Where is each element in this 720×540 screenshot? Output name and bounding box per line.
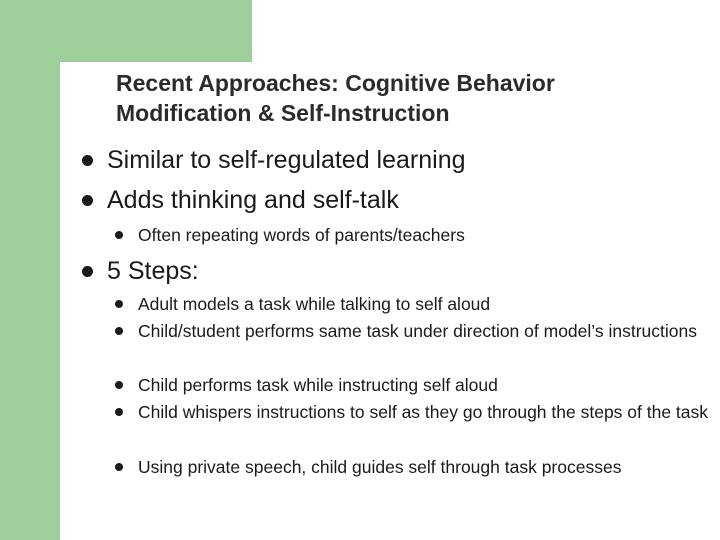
- bullet-item: [82, 256, 702, 286]
- bullet-dot-icon: [115, 327, 123, 335]
- bullet-dot-icon: [82, 155, 93, 166]
- bullet-text: Similar to self-regulated learning: [107, 146, 466, 174]
- slide-title-line-1: Recent Approaches: Cognitive Behavior: [116, 70, 555, 96]
- bullet-dot-icon: [115, 381, 123, 389]
- bullet-dot-icon: [115, 231, 123, 239]
- step-text: Child whispers instructions to self as they go through the steps of the task: [138, 402, 709, 422]
- sub-bullet-text: Often repeating words of parents/teachers: [138, 225, 465, 245]
- step-item: [115, 318, 715, 345]
- step-text: Adult models a task while talking to self aloud: [138, 294, 491, 314]
- bullet-text: 5 Steps:: [107, 257, 199, 285]
- bullet-dot-icon: [82, 195, 93, 206]
- step-text: Child performs task while instructing self aloud: [138, 375, 498, 395]
- bullet-item: [82, 145, 702, 175]
- decorative-green-band-left: [0, 0, 60, 540]
- slide-title: [116, 68, 696, 128]
- bullet-dot-icon: [115, 408, 123, 416]
- bullet-dot-icon: [115, 300, 123, 308]
- bullet-dot-icon: [115, 463, 123, 471]
- bullet-dot-icon: [82, 266, 93, 277]
- slide-title-line-2: Modification & Self-Instruction: [116, 100, 450, 126]
- step-item: [115, 399, 715, 426]
- step-text: Using private speech, child guides self through task processes: [138, 457, 622, 477]
- step-item: [115, 372, 715, 399]
- bullet-item: [82, 185, 702, 215]
- step-item: [115, 454, 715, 481]
- sub-bullet-item: [115, 222, 715, 249]
- step-item: [115, 291, 715, 318]
- bullet-text: Adds thinking and self-talk: [107, 186, 399, 214]
- step-text: Child/student performs same task under direction of model’s instructions: [138, 321, 697, 341]
